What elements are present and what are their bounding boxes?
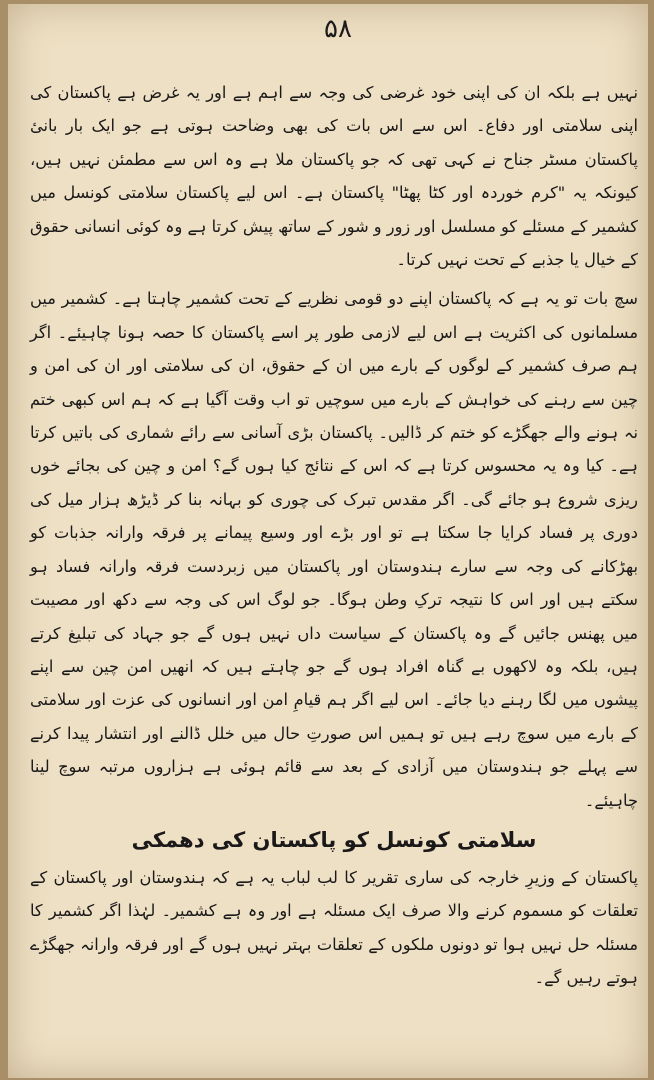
- paragraph-1: نہیں ہے بلکہ ان کی اپنی خود غرضی کی وجہ سے اہم ہے اور یہ غرض ہے پاکستان کی اپنی سلامتی اور دفاع۔ اس سے اس بات کی بھی وضاحت ہوتی ہے جو ایک بار بانیٔ پاکستان مسٹر جناح نے کہی تھی کہ جو پاکستان ملا ہے وہ اس سے مطمئن نہیں ہیں، کیونکہ یہ "کرم خوردہ اور کٹا پھٹا" پاکستان ہے۔ اس لیے پاکستان سلامتی کونسل میں کشمیر کے مسئلے کو مسلسل اور زور و شور کے ساتھ پیش کرتا ہے وہ کوئی انسانی حقوق کے خیال یا جذبے کے تحت نہیں کرتا۔: [30, 83, 638, 270]
- page-body: [30, 76, 638, 995]
- paragraph-2: سچ بات تو یہ ہے کہ پاکستان اپنے دو قومی نظریے کے تحت کشمیر چاہتا ہے۔ کشمیر میں مسلمانوں کی اکثریت ہے اس لیے لازمی طور پر اسے پاکستان کا حصہ ہونا چاہیئے۔ اگر ہم صرف کشمیر کے لوگوں کے بارے میں ان کے حقوق، ان کی سلامتی اور ان کی امن و چین سے رہنے کی خواہش کے بارے میں سوچیں تو اب وقت آگیا ہے کہ ہم اس کبھی ختم نہ ہونے والے جھگڑے کو ختم کر ڈالیں۔ پاکستان بڑی آسانی سے رائے شماری کی باتیں کرتا ہے۔ کیا وہ یہ محسوس کرتا ہے کہ اس کے نتائج کیا ہوں گے؟ امن و چین کی بجائے خوں ریزی شروع ہو جائے گی۔ اگر مقدس تبرک کی چوری کو بہانہ بنا کر ڈیڑھ ہزار میل کی دوری پر فساد کرایا جا سکتا ہے تو اور بڑے اور وسیع پیمانے پر فرقہ وارانہ جذبات کو بھڑکانے کی وجہ سے سارے ہندوستان اور پاکستان میں زبردست فرقہ وارانہ فساد ہو سکتے ہیں اور اس کا نتیجہ ترکِ وطن ہوگا۔ جو لوگ اس کی وجہ سے دکھ اور مصیبت میں پھنس جائیں گے وہ پاکستان کے سیاست داں نہیں ہوں گے جو جہاد کی تبلیغ کرتے ہیں، بلکہ وہ لاکھوں بے گناہ افراد ہوں گے جو چاہتے ہیں کہ انھیں امن چین سے اپنے پیشوں میں لگا رہنے دیا جائے۔ اس لیے اگر ہم قیامِ امن اور انسانوں کی عزت اور سلامتی کے بارے میں سوچ رہے ہیں تو ہمیں اس صورتِ حال میں خلل ڈالنے اور انتشار پیدا کرنے سے پہلے جو ہندوستان میں آزادی کے بعد سے قائم ہوئی ہے ہزاروں مرتبہ سوچ لینا چاہیئے۔: [30, 289, 638, 810]
- page-number: ۵۸: [324, 14, 352, 44]
- book-page: [8, 4, 648, 1078]
- section-heading: سلامتی کونسل کو پاکستان کی دھمکی: [131, 827, 537, 852]
- paragraph-3: پاکستان کے وزیرِ خارجہ کی ساری تقریر کا لب لباب یہ ہے کہ ہندوستان اور پاکستان کے تعلقات کو مسموم کرنے والا صرف ایک مسئلہ ہے اور وہ ہے کشمیر۔ لہٰذا اگر کشمیر کا مسئلہ حل نہیں ہوا تو دونوں ملکوں کے تعلقات بہتر نہیں ہوں گے اور فرقہ وارانہ جھگڑے ہوتے رہیں گے۔: [30, 867, 638, 988]
